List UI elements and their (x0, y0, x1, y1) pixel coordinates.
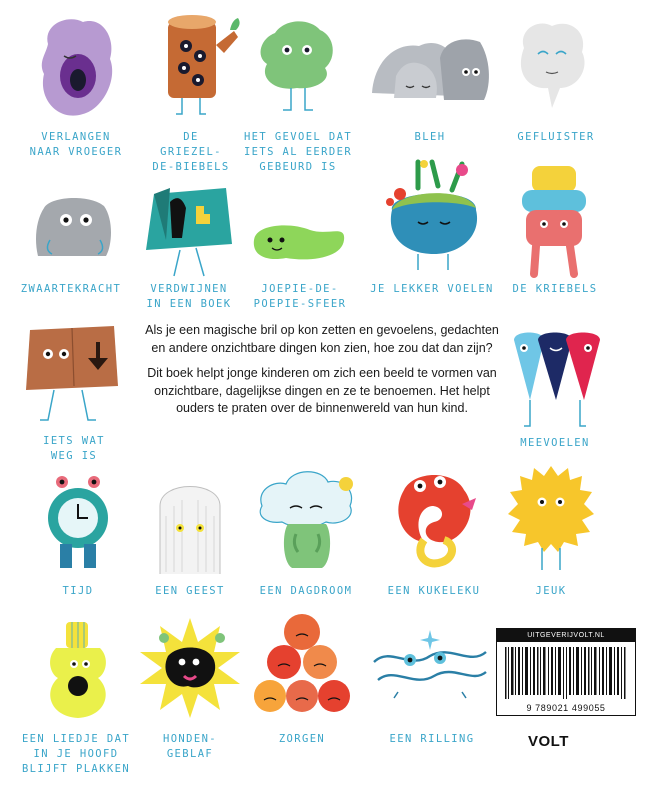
label-kriebels: DE KRIEBELS (512, 283, 598, 295)
blurb-paragraph-1: Als je een magische bril op kon zetten en gevoelens, gedachten en andere onzichtbare dingen kon zien, hoe zou dat dan zijn? (145, 323, 499, 355)
label-jeuk: JEUK (535, 585, 567, 597)
label-zorgen: ZORGEN (278, 733, 326, 745)
bleh-creature (364, 28, 494, 108)
gevoel-creature (255, 18, 340, 123)
label-tijd: TIJD (62, 585, 94, 597)
gefluister-creature (512, 18, 592, 118)
label-rilling: EEN RILLING (389, 733, 475, 745)
geest-creature (150, 476, 230, 576)
label-meevoelen: MEEVOELEN (520, 437, 590, 449)
honden-creature (138, 616, 242, 720)
joepie-creature (250, 218, 350, 268)
rilling-creature (370, 626, 490, 714)
label-gefluister: GEFLUISTER (517, 131, 595, 143)
meevoelen-creature (500, 326, 610, 436)
liedje-creature (36, 618, 120, 728)
label-liedje: EEN LIEDJE DAT IN JE HOOFD BLIJFT PLAKKEN (21, 733, 131, 775)
zwaartekracht-creature (30, 190, 120, 270)
weg-creature (18, 320, 128, 430)
blurb-paragraph-2: Dit boek helpt jonge kinderen om zich een beeld te vormen van onzichtbare, dagelijkse dingen en ze te benoemen. Het helpt ouders te praten over de binnenwereld van hun kind. (147, 366, 497, 415)
label-joepie: JOEPIE-DE- POEPIE-SFEER (253, 283, 347, 310)
blurb (142, 322, 502, 426)
label-dagdroom: EEN DAGDROOM (259, 585, 353, 597)
label-honden: HONDEN- GEBLAF (162, 733, 218, 760)
publisher-url: UITGEVERIJVOLT.NL (497, 629, 635, 642)
label-gevoel: HET GEVOEL DAT IETS AL EERDER GEBEURD IS (243, 131, 353, 173)
barcode-bars (503, 647, 629, 699)
label-weg: IETS WAT WEG IS (43, 435, 105, 462)
label-geest: EEN GEEST (155, 585, 225, 597)
verdwijnen-creature (140, 180, 240, 280)
kriebels-creature (510, 160, 600, 280)
verlangen-creature (38, 14, 118, 122)
label-kukeleku: EEN KUKELEKU (387, 585, 481, 597)
barcode (496, 628, 636, 716)
tijd-creature (38, 470, 118, 575)
publisher-logo: VOLT (528, 733, 569, 750)
zorgen-creature (252, 612, 352, 720)
label-verdwijnen: VERDWIJNEN IN EEN BOEK (146, 283, 232, 310)
griezel-creature (160, 10, 250, 120)
label-zwaartekracht: ZWAARTEKRACHT (20, 283, 122, 295)
label-bleh: BLEH (414, 131, 446, 143)
jeuk-creature (506, 460, 596, 575)
lekker-creature (378, 150, 488, 275)
isbn-number: 9 789021 499055 (526, 703, 606, 713)
dagdroom-creature (252, 462, 368, 582)
kukeleku-creature (384, 470, 484, 570)
label-lekker: JE LEKKER VOELEN (370, 283, 494, 295)
label-griezel: DE GRIEZEL- DE-BIEBELS (152, 131, 230, 173)
label-verlangen: VERLANGEN NAAR VROEGER (29, 131, 123, 158)
